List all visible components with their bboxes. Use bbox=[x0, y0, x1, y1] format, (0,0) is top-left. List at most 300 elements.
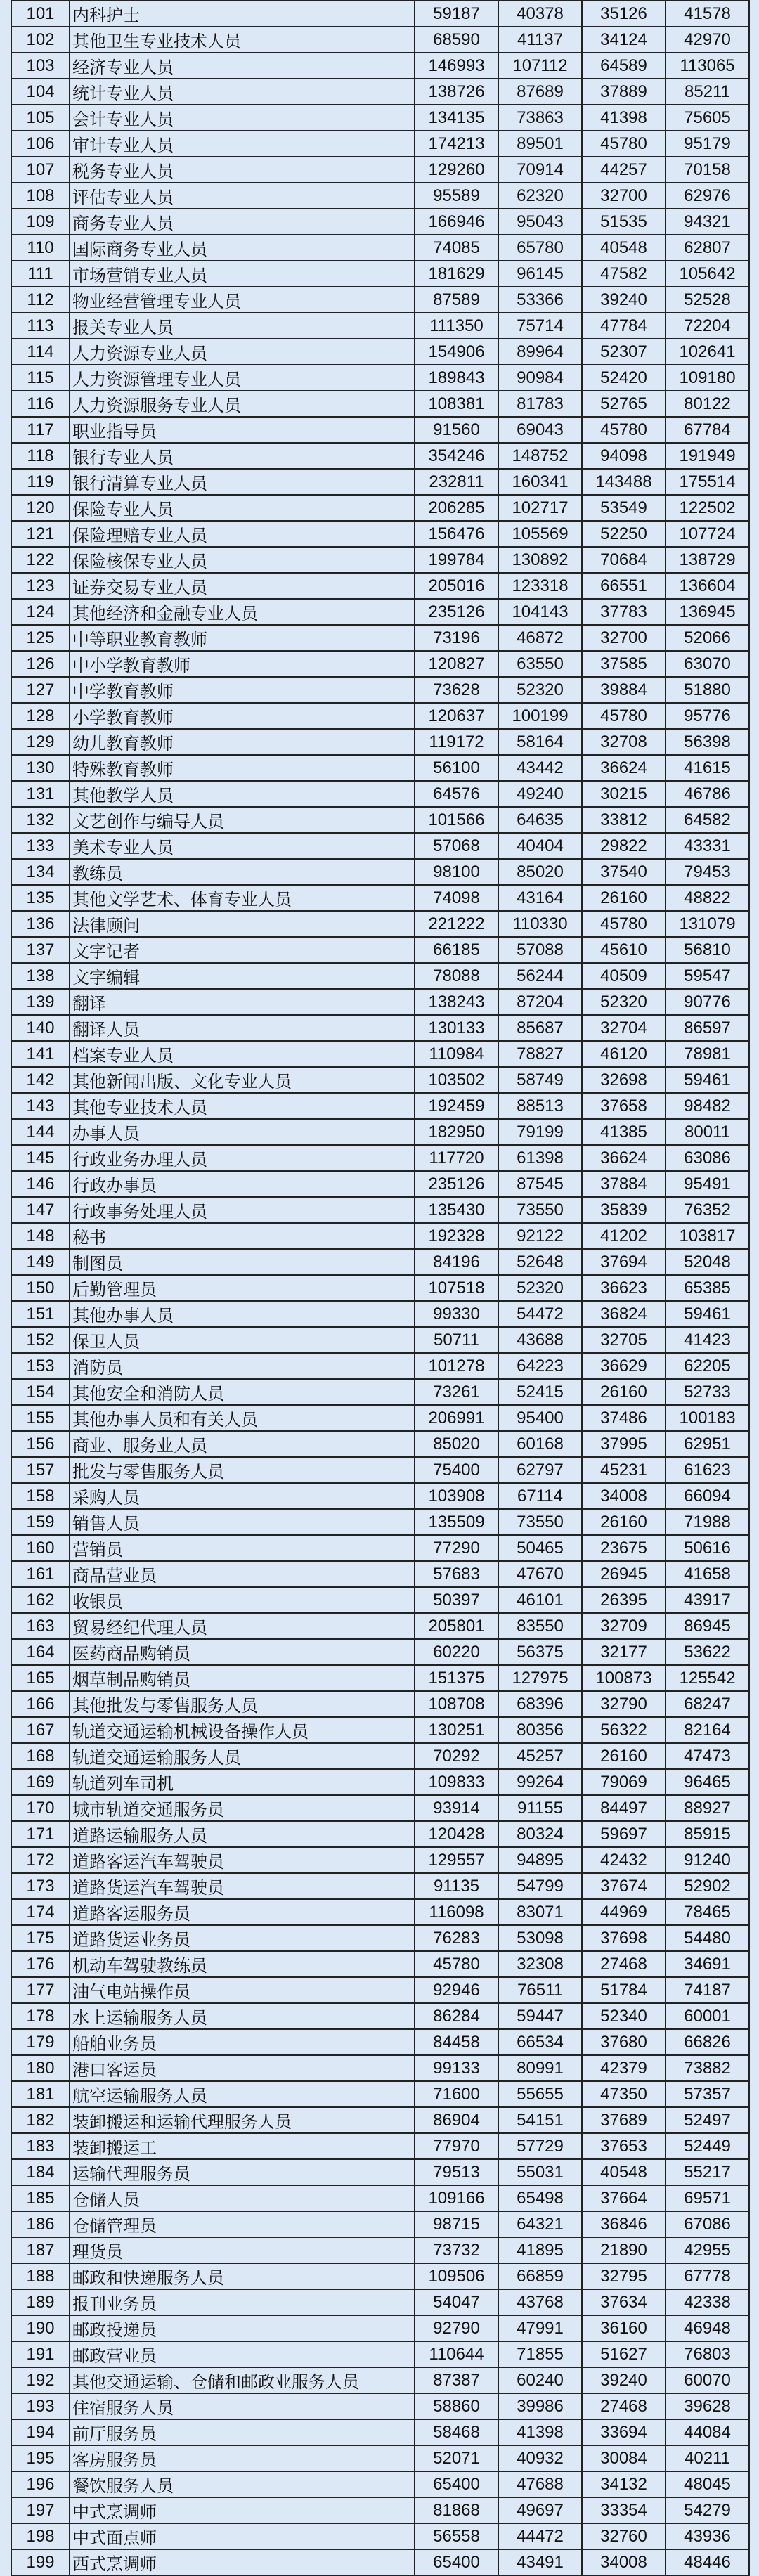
occupation-name: 轨道交通运输服务人员 bbox=[70, 1743, 415, 1769]
occupation-name: 国际商务专业人员 bbox=[70, 235, 415, 261]
value-col-3: 52765 bbox=[582, 391, 666, 417]
value-col-2: 44472 bbox=[498, 2523, 582, 2549]
value-col-4: 68247 bbox=[666, 1691, 749, 1717]
value-col-3: 40548 bbox=[582, 235, 666, 261]
occupation-name: 其他新闻出版、文化专业人员 bbox=[70, 1067, 415, 1093]
value-col-2: 95043 bbox=[498, 209, 582, 235]
occupation-name: 教练员 bbox=[70, 859, 415, 885]
row-number: 103 bbox=[11, 53, 70, 79]
value-col-4: 80011 bbox=[666, 1119, 749, 1145]
row-number: 138 bbox=[11, 963, 70, 989]
table-row bbox=[11, 1249, 749, 1275]
value-col-2: 87545 bbox=[498, 1171, 582, 1197]
value-col-4: 86945 bbox=[666, 1613, 749, 1639]
value-col-1: 138726 bbox=[415, 79, 498, 105]
value-col-1: 66185 bbox=[415, 937, 498, 963]
value-col-2: 55655 bbox=[498, 2081, 582, 2107]
value-col-3: 32700 bbox=[582, 625, 666, 651]
row-number: 198 bbox=[11, 2523, 70, 2549]
value-col-3: 45780 bbox=[582, 131, 666, 157]
value-col-2: 76511 bbox=[498, 1977, 582, 2003]
value-col-3: 47784 bbox=[582, 313, 666, 339]
value-col-3: 45780 bbox=[582, 417, 666, 443]
value-col-1: 205016 bbox=[415, 573, 498, 599]
table-row bbox=[11, 1977, 749, 2003]
value-col-3: 33812 bbox=[582, 807, 666, 833]
value-col-4: 41423 bbox=[666, 1327, 749, 1353]
value-col-4: 51880 bbox=[666, 677, 749, 703]
row-number: 114 bbox=[11, 339, 70, 365]
table-row bbox=[11, 2211, 749, 2237]
value-col-3: 94098 bbox=[582, 443, 666, 469]
row-number: 160 bbox=[11, 1535, 70, 1561]
table-row bbox=[11, 1067, 749, 1093]
value-col-3: 32760 bbox=[582, 2523, 666, 2549]
occupation-name: 中学教育教师 bbox=[70, 677, 415, 703]
value-col-1: 91560 bbox=[415, 417, 498, 443]
occupation-name: 其他教学人员 bbox=[70, 781, 415, 807]
value-col-1: 60220 bbox=[415, 1639, 498, 1665]
value-col-1: 101278 bbox=[415, 1353, 498, 1379]
value-col-3: 32700 bbox=[582, 183, 666, 209]
occupation-name: 中式面点师 bbox=[70, 2523, 415, 2549]
row-number: 170 bbox=[11, 1795, 70, 1821]
value-col-1: 129557 bbox=[415, 1847, 498, 1873]
table-row bbox=[11, 287, 749, 313]
occupation-name: 商品营业员 bbox=[70, 1561, 415, 1587]
value-col-2: 40404 bbox=[498, 833, 582, 859]
row-number: 139 bbox=[11, 989, 70, 1015]
value-col-4: 67778 bbox=[666, 2263, 749, 2289]
row-number: 171 bbox=[11, 1821, 70, 1847]
value-col-4: 60070 bbox=[666, 2367, 749, 2393]
value-col-4: 122502 bbox=[666, 495, 749, 521]
value-col-1: 235126 bbox=[415, 1171, 498, 1197]
value-col-1: 110984 bbox=[415, 1041, 498, 1067]
table-row bbox=[11, 1691, 749, 1717]
value-col-2: 58749 bbox=[498, 1067, 582, 1093]
value-col-1: 84458 bbox=[415, 2029, 498, 2055]
table-row bbox=[11, 495, 749, 521]
value-col-3: 30084 bbox=[582, 2445, 666, 2471]
table-row bbox=[11, 1769, 749, 1795]
value-col-3: 46120 bbox=[582, 1041, 666, 1067]
value-col-2: 60168 bbox=[498, 1431, 582, 1457]
value-col-3: 37540 bbox=[582, 859, 666, 885]
table-row bbox=[11, 1145, 749, 1171]
occupation-name: 翻译 bbox=[70, 989, 415, 1015]
table-row bbox=[11, 1301, 749, 1327]
table-row bbox=[11, 2549, 749, 2575]
table-row bbox=[11, 1223, 749, 1249]
row-number: 184 bbox=[11, 2159, 70, 2185]
occupation-name: 后勤管理员 bbox=[70, 1275, 415, 1301]
value-col-2: 160341 bbox=[498, 469, 582, 495]
row-number: 197 bbox=[11, 2497, 70, 2523]
value-col-1: 54047 bbox=[415, 2289, 498, 2315]
table-row bbox=[11, 1171, 749, 1197]
value-col-4: 113065 bbox=[666, 53, 749, 79]
table-row bbox=[11, 2393, 749, 2419]
occupation-name: 住宿服务人员 bbox=[70, 2393, 415, 2419]
value-col-3: 37486 bbox=[582, 1405, 666, 1431]
value-col-4: 125542 bbox=[666, 1665, 749, 1691]
value-col-4: 41615 bbox=[666, 755, 749, 781]
value-col-3: 34124 bbox=[582, 27, 666, 53]
occupation-name: 批发与零售服务人员 bbox=[70, 1457, 415, 1483]
occupation-name: 道路货运汽车驾驶员 bbox=[70, 1873, 415, 1899]
value-col-4: 52449 bbox=[666, 2133, 749, 2159]
value-col-2: 107112 bbox=[498, 53, 582, 79]
occupation-name: 办事人员 bbox=[70, 1119, 415, 1145]
value-col-2: 80991 bbox=[498, 2055, 582, 2081]
value-col-2: 54151 bbox=[498, 2107, 582, 2133]
row-number: 152 bbox=[11, 1327, 70, 1353]
row-number: 145 bbox=[11, 1145, 70, 1171]
occupation-name: 证券交易专业人员 bbox=[70, 573, 415, 599]
value-col-2: 80356 bbox=[498, 1717, 582, 1743]
occupation-name: 市场营销专业人员 bbox=[70, 261, 415, 287]
value-col-2: 62320 bbox=[498, 183, 582, 209]
value-col-4: 76352 bbox=[666, 1197, 749, 1223]
value-col-4: 98482 bbox=[666, 1093, 749, 1119]
value-col-3: 64589 bbox=[582, 53, 666, 79]
table-row bbox=[11, 2185, 749, 2211]
value-col-2: 105569 bbox=[498, 521, 582, 547]
occupation-name: 行政业务办理人员 bbox=[70, 1145, 415, 1171]
occupation-name: 港口客运员 bbox=[70, 2055, 415, 2081]
value-col-1: 110644 bbox=[415, 2341, 498, 2367]
value-col-1: 129260 bbox=[415, 157, 498, 183]
value-col-1: 235126 bbox=[415, 599, 498, 625]
value-col-4: 42970 bbox=[666, 27, 749, 53]
value-col-2: 130892 bbox=[498, 547, 582, 573]
value-col-2: 62797 bbox=[498, 1457, 582, 1483]
value-col-2: 148752 bbox=[498, 443, 582, 469]
table-row bbox=[11, 1795, 749, 1821]
value-col-3: 34008 bbox=[582, 2549, 666, 2575]
value-col-4: 94321 bbox=[666, 209, 749, 235]
table-row bbox=[11, 807, 749, 833]
value-col-2: 96145 bbox=[498, 261, 582, 287]
value-col-4: 175514 bbox=[666, 469, 749, 495]
value-col-1: 71600 bbox=[415, 2081, 498, 2107]
occupation-name: 会计专业人员 bbox=[70, 105, 415, 131]
occupation-name: 人力资源管理专业人员 bbox=[70, 365, 415, 391]
row-number: 140 bbox=[11, 1015, 70, 1041]
row-number: 154 bbox=[11, 1379, 70, 1405]
value-col-4: 55217 bbox=[666, 2159, 749, 2185]
table-row bbox=[11, 1457, 749, 1483]
value-col-1: 75400 bbox=[415, 1457, 498, 1483]
value-col-3: 41398 bbox=[582, 105, 666, 131]
occupation-name: 职业指导员 bbox=[70, 417, 415, 443]
row-number: 107 bbox=[11, 157, 70, 183]
value-col-4: 59461 bbox=[666, 1067, 749, 1093]
value-col-4: 44084 bbox=[666, 2419, 749, 2445]
value-col-3: 30215 bbox=[582, 781, 666, 807]
row-number: 192 bbox=[11, 2367, 70, 2393]
table-row bbox=[11, 1275, 749, 1301]
occupation-name: 装卸搬运和运输代理服务人员 bbox=[70, 2107, 415, 2133]
value-col-2: 66534 bbox=[498, 2029, 582, 2055]
value-col-3: 44969 bbox=[582, 1899, 666, 1925]
value-col-4: 136945 bbox=[666, 599, 749, 625]
value-col-3: 32705 bbox=[582, 1327, 666, 1353]
table-row bbox=[11, 1405, 749, 1431]
occupation-name: 税务专业人员 bbox=[70, 157, 415, 183]
table-row bbox=[11, 1379, 749, 1405]
value-col-1: 135430 bbox=[415, 1197, 498, 1223]
occupation-name: 其他文学艺术、体育专业人员 bbox=[70, 885, 415, 911]
value-col-1: 50711 bbox=[415, 1327, 498, 1353]
row-number: 151 bbox=[11, 1301, 70, 1327]
value-col-4: 62807 bbox=[666, 235, 749, 261]
value-col-2: 67114 bbox=[498, 1483, 582, 1509]
value-col-2: 110330 bbox=[498, 911, 582, 937]
table-row bbox=[11, 1743, 749, 1769]
table-row bbox=[11, 1925, 749, 1951]
occupation-name: 审计专业人员 bbox=[70, 131, 415, 157]
value-col-3: 36846 bbox=[582, 2211, 666, 2237]
row-number: 185 bbox=[11, 2185, 70, 2211]
value-col-4: 63086 bbox=[666, 1145, 749, 1171]
value-col-2: 75714 bbox=[498, 313, 582, 339]
value-col-4: 54279 bbox=[666, 2497, 749, 2523]
row-number: 165 bbox=[11, 1665, 70, 1691]
value-col-1: 56558 bbox=[415, 2523, 498, 2549]
value-col-2: 59447 bbox=[498, 2003, 582, 2029]
table-row bbox=[11, 27, 749, 53]
value-col-4: 102641 bbox=[666, 339, 749, 365]
value-col-1: 199784 bbox=[415, 547, 498, 573]
value-col-3: 34132 bbox=[582, 2471, 666, 2497]
value-col-4: 59461 bbox=[666, 1301, 749, 1327]
value-col-3: 52320 bbox=[582, 989, 666, 1015]
value-col-3: 37664 bbox=[582, 2185, 666, 2211]
value-col-1: 101566 bbox=[415, 807, 498, 833]
value-col-1: 138243 bbox=[415, 989, 498, 1015]
value-col-4: 95179 bbox=[666, 131, 749, 157]
value-col-1: 84196 bbox=[415, 1249, 498, 1275]
value-col-2: 65780 bbox=[498, 235, 582, 261]
value-col-3: 37995 bbox=[582, 1431, 666, 1457]
table-row bbox=[11, 1587, 749, 1613]
row-number: 163 bbox=[11, 1613, 70, 1639]
occupation-name: 运输代理服务员 bbox=[70, 2159, 415, 2185]
value-col-1: 108708 bbox=[415, 1691, 498, 1717]
value-col-1: 86284 bbox=[415, 2003, 498, 2029]
table-row bbox=[11, 391, 749, 417]
value-col-1: 74085 bbox=[415, 235, 498, 261]
value-col-1: 98715 bbox=[415, 2211, 498, 2237]
occupation-name: 理货员 bbox=[70, 2237, 415, 2263]
value-col-3: 37585 bbox=[582, 651, 666, 677]
value-col-2: 91155 bbox=[498, 1795, 582, 1821]
value-col-4: 82164 bbox=[666, 1717, 749, 1743]
value-col-1: 130133 bbox=[415, 1015, 498, 1041]
value-col-1: 64576 bbox=[415, 781, 498, 807]
row-number: 182 bbox=[11, 2107, 70, 2133]
row-number: 131 bbox=[11, 781, 70, 807]
value-col-2: 63550 bbox=[498, 651, 582, 677]
value-col-2: 92122 bbox=[498, 1223, 582, 1249]
table-row bbox=[11, 1951, 749, 1977]
table-row bbox=[11, 1613, 749, 1639]
table-row bbox=[11, 2107, 749, 2133]
value-col-2: 46872 bbox=[498, 625, 582, 651]
table-row bbox=[11, 365, 749, 391]
value-col-4: 43917 bbox=[666, 1587, 749, 1613]
value-col-3: 29822 bbox=[582, 833, 666, 859]
value-col-1: 120827 bbox=[415, 651, 498, 677]
value-col-1: 103502 bbox=[415, 1067, 498, 1093]
row-number: 176 bbox=[11, 1951, 70, 1977]
value-col-2: 99264 bbox=[498, 1769, 582, 1795]
value-col-2: 73550 bbox=[498, 1197, 582, 1223]
value-col-3: 37658 bbox=[582, 1093, 666, 1119]
value-col-1: 52071 bbox=[415, 2445, 498, 2471]
value-col-3: 32177 bbox=[582, 1639, 666, 1665]
occupation-name: 行政办事员 bbox=[70, 1171, 415, 1197]
table-row bbox=[11, 313, 749, 339]
value-col-3: 37634 bbox=[582, 2289, 666, 2315]
occupation-name: 其他卫生专业技术人员 bbox=[70, 27, 415, 53]
value-col-2: 100199 bbox=[498, 703, 582, 729]
occupation-name: 档案专业人员 bbox=[70, 1041, 415, 1067]
row-number: 124 bbox=[11, 599, 70, 625]
value-col-2: 52415 bbox=[498, 1379, 582, 1405]
value-col-3: 32795 bbox=[582, 2263, 666, 2289]
value-col-1: 58860 bbox=[415, 2393, 498, 2419]
table-row bbox=[11, 157, 749, 183]
value-col-1: 73196 bbox=[415, 625, 498, 651]
row-number: 118 bbox=[11, 443, 70, 469]
value-col-1: 174213 bbox=[415, 131, 498, 157]
value-col-2: 58164 bbox=[498, 729, 582, 755]
value-col-4: 43936 bbox=[666, 2523, 749, 2549]
occupation-name: 中小学教育教师 bbox=[70, 651, 415, 677]
value-col-1: 166946 bbox=[415, 209, 498, 235]
table-row bbox=[11, 469, 749, 495]
value-col-1: 135509 bbox=[415, 1509, 498, 1535]
value-col-2: 68396 bbox=[498, 1691, 582, 1717]
value-col-4: 74187 bbox=[666, 1977, 749, 2003]
value-col-1: 192328 bbox=[415, 1223, 498, 1249]
occupation-name: 评估专业人员 bbox=[70, 183, 415, 209]
occupation-name: 其他交通运输、仓储和邮政业服务人员 bbox=[70, 2367, 415, 2393]
table-row bbox=[11, 2055, 749, 2081]
occupation-name: 贸易经纪代理人员 bbox=[70, 1613, 415, 1639]
value-col-1: 58468 bbox=[415, 2419, 498, 2445]
table-row bbox=[11, 599, 749, 625]
value-col-1: 73628 bbox=[415, 677, 498, 703]
row-number: 123 bbox=[11, 573, 70, 599]
row-number: 142 bbox=[11, 1067, 70, 1093]
row-number: 135 bbox=[11, 885, 70, 911]
value-col-1: 120428 bbox=[415, 1821, 498, 1847]
value-col-3: 56322 bbox=[582, 1717, 666, 1743]
value-col-2: 69043 bbox=[498, 417, 582, 443]
value-col-1: 108381 bbox=[415, 391, 498, 417]
value-col-3: 39240 bbox=[582, 287, 666, 313]
occupation-name: 文艺创作与编导人员 bbox=[70, 807, 415, 833]
value-col-2: 89964 bbox=[498, 339, 582, 365]
value-col-2: 47670 bbox=[498, 1561, 582, 1587]
table-row bbox=[11, 833, 749, 859]
value-col-3: 37884 bbox=[582, 1171, 666, 1197]
value-col-3: 52307 bbox=[582, 339, 666, 365]
row-number: 190 bbox=[11, 2315, 70, 2341]
table-row bbox=[11, 131, 749, 157]
table-row bbox=[11, 937, 749, 963]
table-row bbox=[11, 781, 749, 807]
value-col-4: 52497 bbox=[666, 2107, 749, 2133]
value-col-1: 87589 bbox=[415, 287, 498, 313]
value-col-3: 36624 bbox=[582, 755, 666, 781]
value-col-4: 41658 bbox=[666, 1561, 749, 1587]
value-col-1: 99133 bbox=[415, 2055, 498, 2081]
table-row bbox=[11, 2263, 749, 2289]
value-col-2: 79199 bbox=[498, 1119, 582, 1145]
table-row bbox=[11, 2029, 749, 2055]
table-row bbox=[11, 859, 749, 885]
value-col-3: 45780 bbox=[582, 703, 666, 729]
table-row bbox=[11, 963, 749, 989]
value-col-3: 53549 bbox=[582, 495, 666, 521]
value-col-2: 56375 bbox=[498, 1639, 582, 1665]
value-col-4: 63070 bbox=[666, 651, 749, 677]
value-col-3: 37680 bbox=[582, 2029, 666, 2055]
value-col-3: 23675 bbox=[582, 1535, 666, 1561]
value-col-4: 100183 bbox=[666, 1405, 749, 1431]
table-row bbox=[11, 1119, 749, 1145]
value-col-4: 95491 bbox=[666, 1171, 749, 1197]
value-col-4: 40211 bbox=[666, 2445, 749, 2471]
table-row bbox=[11, 1353, 749, 1379]
value-col-4: 191949 bbox=[666, 443, 749, 469]
occupation-name: 航空运输服务人员 bbox=[70, 2081, 415, 2107]
occupation-name: 商务专业人员 bbox=[70, 209, 415, 235]
value-col-1: 107518 bbox=[415, 1275, 498, 1301]
occupation-name: 餐饮服务人员 bbox=[70, 2471, 415, 2497]
row-number: 153 bbox=[11, 1353, 70, 1379]
row-number: 121 bbox=[11, 521, 70, 547]
value-col-4: 90776 bbox=[666, 989, 749, 1015]
value-col-3: 45610 bbox=[582, 937, 666, 963]
value-col-4: 88927 bbox=[666, 1795, 749, 1821]
value-col-4: 131079 bbox=[666, 911, 749, 937]
value-col-2: 45257 bbox=[498, 1743, 582, 1769]
value-col-4: 65385 bbox=[666, 1275, 749, 1301]
table-row bbox=[11, 989, 749, 1015]
occupation-name: 文字编辑 bbox=[70, 963, 415, 989]
value-col-4: 71988 bbox=[666, 1509, 749, 1535]
value-col-2: 55031 bbox=[498, 2159, 582, 2185]
value-col-3: 35839 bbox=[582, 1197, 666, 1223]
occupation-name: 轨道列车司机 bbox=[70, 1769, 415, 1795]
occupation-name: 内科护士 bbox=[70, 1, 415, 27]
row-number: 144 bbox=[11, 1119, 70, 1145]
value-col-1: 117720 bbox=[415, 1145, 498, 1171]
value-col-4: 57357 bbox=[666, 2081, 749, 2107]
value-col-1: 85020 bbox=[415, 1431, 498, 1457]
value-col-2: 102717 bbox=[498, 495, 582, 521]
occupation-name: 仓储管理员 bbox=[70, 2211, 415, 2237]
occupation-name: 油气电站操作员 bbox=[70, 1977, 415, 2003]
value-col-2: 46101 bbox=[498, 1587, 582, 1613]
row-number: 159 bbox=[11, 1509, 70, 1535]
